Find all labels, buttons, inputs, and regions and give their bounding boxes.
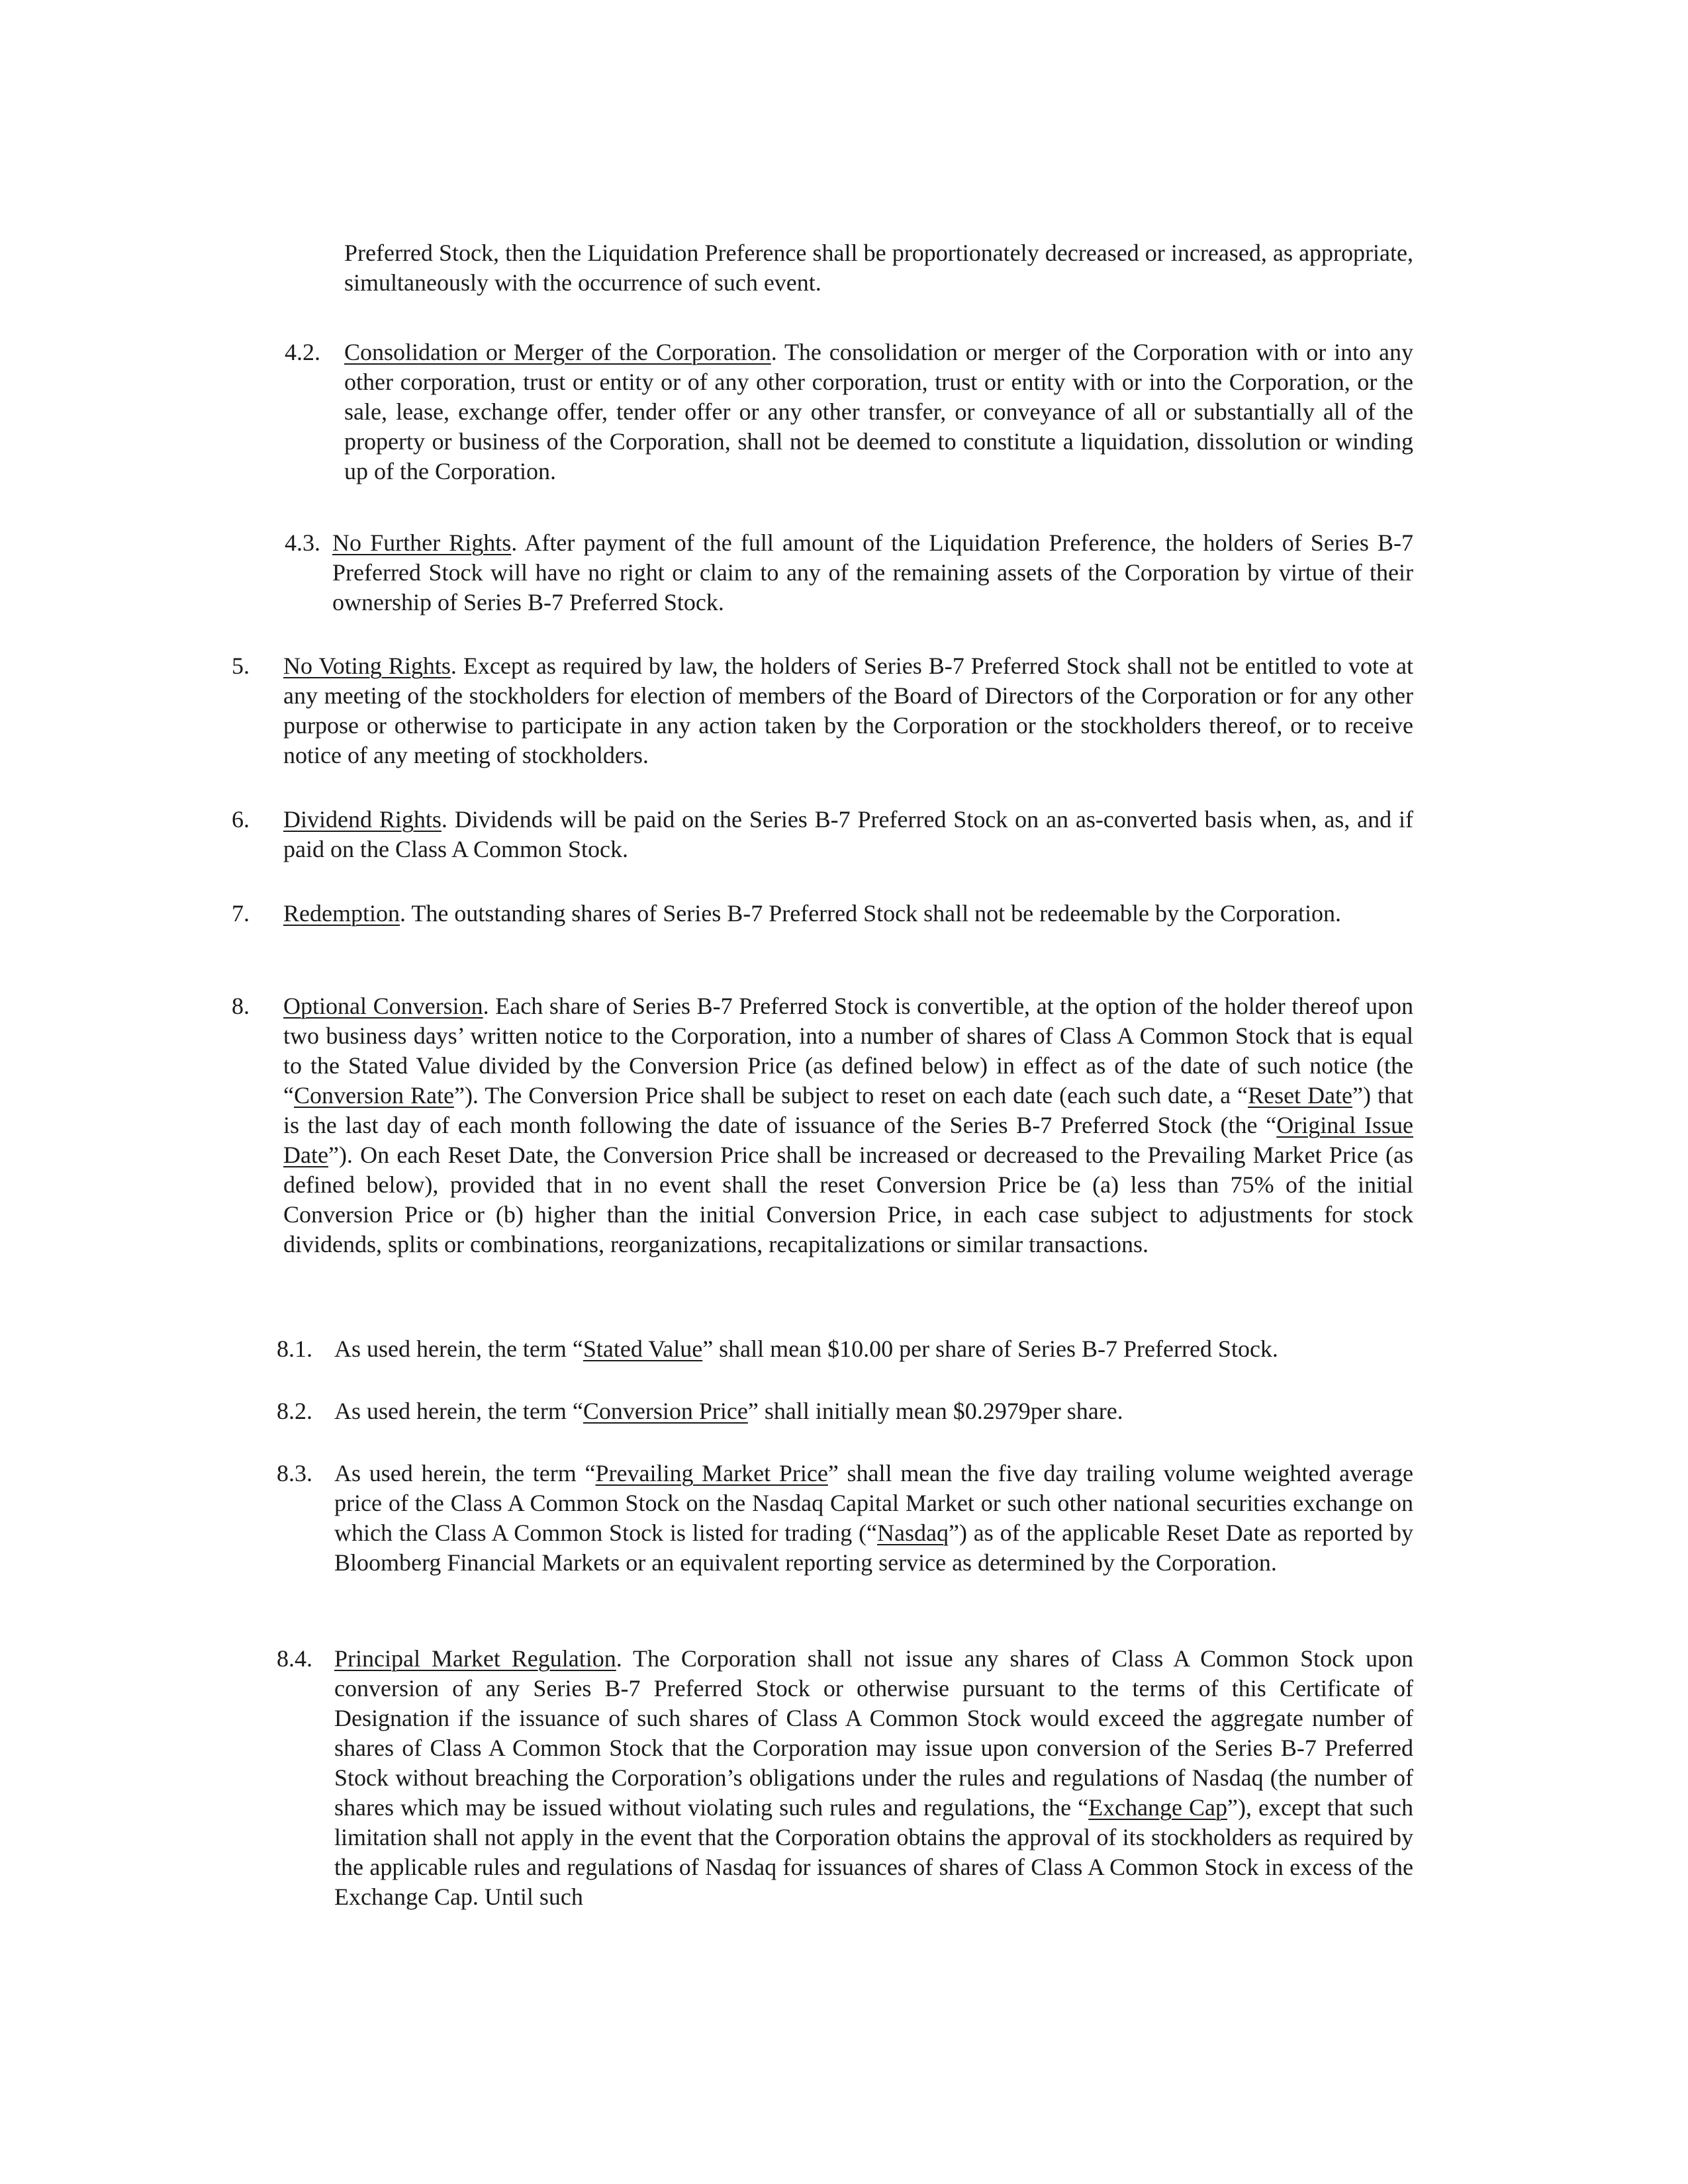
section-6 [283,805,1413,864]
section-7-number: 7. [232,900,250,927]
section-5-number: 5. [232,653,250,679]
section-8-4-text-1: . The Corporation shall not issue any shares of Class A Common Stock upon conversion of any Series B-7 Preferred Stock or otherwise pursuant to the terms of this Certificate of Designation if the issuance of such shares of Class A Common Stock would exceed the aggregate number of shares of Class A Common Stock that the Corporation may issue upon conversion of the Series B-7 Preferred Stock without breaching the Corporation’s obligations under the rules and regulations of Nasdaq (the number of shares which may be issued without violating such rules and regulations, the “ [334,1645,1413,1821]
section-4-1-continuation: Preferred Stock, then the Liquidation Preference shall be proportionately decreased or increased, as appropriate, simultaneously with the occurrence of such event. [344,240,1413,296]
section-8-4-heading: Principal Market Regulation [334,1645,616,1672]
section-5-heading: No Voting Rights [283,653,451,679]
defined-term-nasdaq: Nasdaq [877,1520,949,1546]
section-8-text-3: ”) that is the last day of each month following the date of issuance of the Series B-7 Preferred Stock (the “ [283,1082,1413,1138]
defined-term-original-issue-date: Original Issue Date [283,1112,1413,1168]
section-8-3-text-3: ”) as of the applicable Reset Date as reported by Bloomberg Financial Markets or an equivalent reporting service as determined by the Corporation. [334,1520,1413,1576]
section-8-2 [334,1396,1413,1426]
section-5 [283,651,1413,770]
defined-term-prevailing-market-price: Prevailing Market Price [595,1460,828,1486]
section-4-2-body: . The consolidation or merger of the Corporation with or into any other corporation, trust or entity or of any other corporation, trust or entity with or into the Corporation, or the sale, lease, exchange offer, tender offer or any other transfer, or conveyance of all or substantially all of the property or business of the Corporation, shall not be deemed to constitute a liquidation, dissolution or winding up of the Corporation. [344,339,1413,484]
section-4-2-number: 4.2. [285,339,320,365]
defined-term-conversion-rate: Conversion Rate [293,1082,454,1109]
section-7 [283,899,1413,929]
defined-term-conversion-price: Conversion Price [583,1398,748,1424]
section-8-3-number: 8.3. [277,1460,312,1486]
section-7-body: . The outstanding shares of Series B-7 Preferred Stock shall not be redeemable by the Corporation. [399,900,1341,927]
section-8-number: 8. [232,993,250,1019]
section-8-4-number: 8.4. [277,1645,312,1672]
section-4-3-number: 4.3. [285,529,320,556]
section-8-2-text-1: As used herein, the term “ [334,1398,583,1424]
section-8-3-text-2: ” shall mean the five day trailing volume weighted average price of the Class A Common Stock on the Nasdaq Capital Market or such other national securities exchange on which the Class A Common Stock is listed for trading (“ [334,1460,1413,1546]
section-8-4 [334,1644,1413,1912]
section-7-heading: Redemption [283,900,400,927]
section-8-2-text-2: ” shall initially mean $0.2979per share. [747,1398,1123,1424]
section-8-text-1: . Each share of Series B-7 Preferred Stock is convertible, at the option of the holder thereof upon two business days’ written notice to the Corporation, into a number of shares of Class A Common Stock that is equal to the Stated Value divided by the Conversion Price (as defined below) in effect as of the date of such notice (the “ [283,993,1413,1109]
section-4-3-heading: No Further Rights [332,529,512,556]
defined-term-stated-value: Stated Value [583,1336,703,1362]
section-8-4-text-2: ”), except that such limitation shall not apply in the event that the Corporation obtains the approval of its stockholders as required by the applicable rules and regulations of Nasdaq for issuances of shares of Class A Common Stock in excess of the Exchange Cap. Until such [334,1794,1414,1910]
section-8-text-4: ”). On each Reset Date, the Conversion Price shall be increased or decreased to the Prevailing Market Price (as defined below), provided that in no event shall the reset Conversion Price be (a) less than 75% of the initial Conversion Price or (b) higher than the initial Conversion Price, in each case subject to adjustments for stock dividends, splits or combinations, reorganizations, recapitalizations or similar transactions. [283,1142,1413,1257]
section-4-3-body: . After payment of the full amount of the Liquidation Preference, the holders of Series B-7 Preferred Stock will have no right or claim to any of the remaining assets of the Corporation by virtue of their ownership of Series B-7 Preferred Stock. [332,529,1413,615]
section-8-1-number: 8.1. [277,1336,312,1362]
defined-term-reset-date: Reset Date [1248,1082,1353,1109]
section-4-3 [332,528,1413,617]
section-8-2-number: 8.2. [277,1398,312,1424]
section-4-2-heading: Consolidation or Merger of the Corporation [344,339,771,365]
section-8-1 [334,1334,1413,1364]
section-8-1-text-2: ” shall mean $10.00 per share of Series B-7 Preferred Stock. [702,1336,1278,1362]
section-8-3-text-1: As used herein, the term “ [334,1460,596,1486]
section-6-heading: Dividend Rights [283,806,442,833]
section-8-3 [334,1459,1413,1578]
section-6-number: 6. [232,806,250,833]
section-6-body: . Dividends will be paid on the Series B-7 Preferred Stock on an as-converted basis when, as, and if paid on the Class A Common Stock. [283,806,1413,862]
section-4-2 [344,338,1413,486]
section-8 [283,991,1413,1259]
defined-term-exchange-cap: Exchange Cap [1088,1794,1228,1821]
section-8-1-text-1: As used herein, the term “ [334,1336,583,1362]
section-5-body: . Except as required by law, the holders of Series B-7 Preferred Stock shall not be entitled to vote at any meeting of the stockholders for election of members of the Board of Directors of the Corporation or for any other purpose or otherwise to participate in any action taken by the Corporation or the stockholders thereof, or to receive notice of any meeting of stockholders. [283,653,1414,768]
section-8-text-2: ”). The Conversion Price shall be subject to reset on each date (each such date, a “ [453,1082,1248,1109]
section-8-heading: Optional Conversion [283,993,483,1019]
